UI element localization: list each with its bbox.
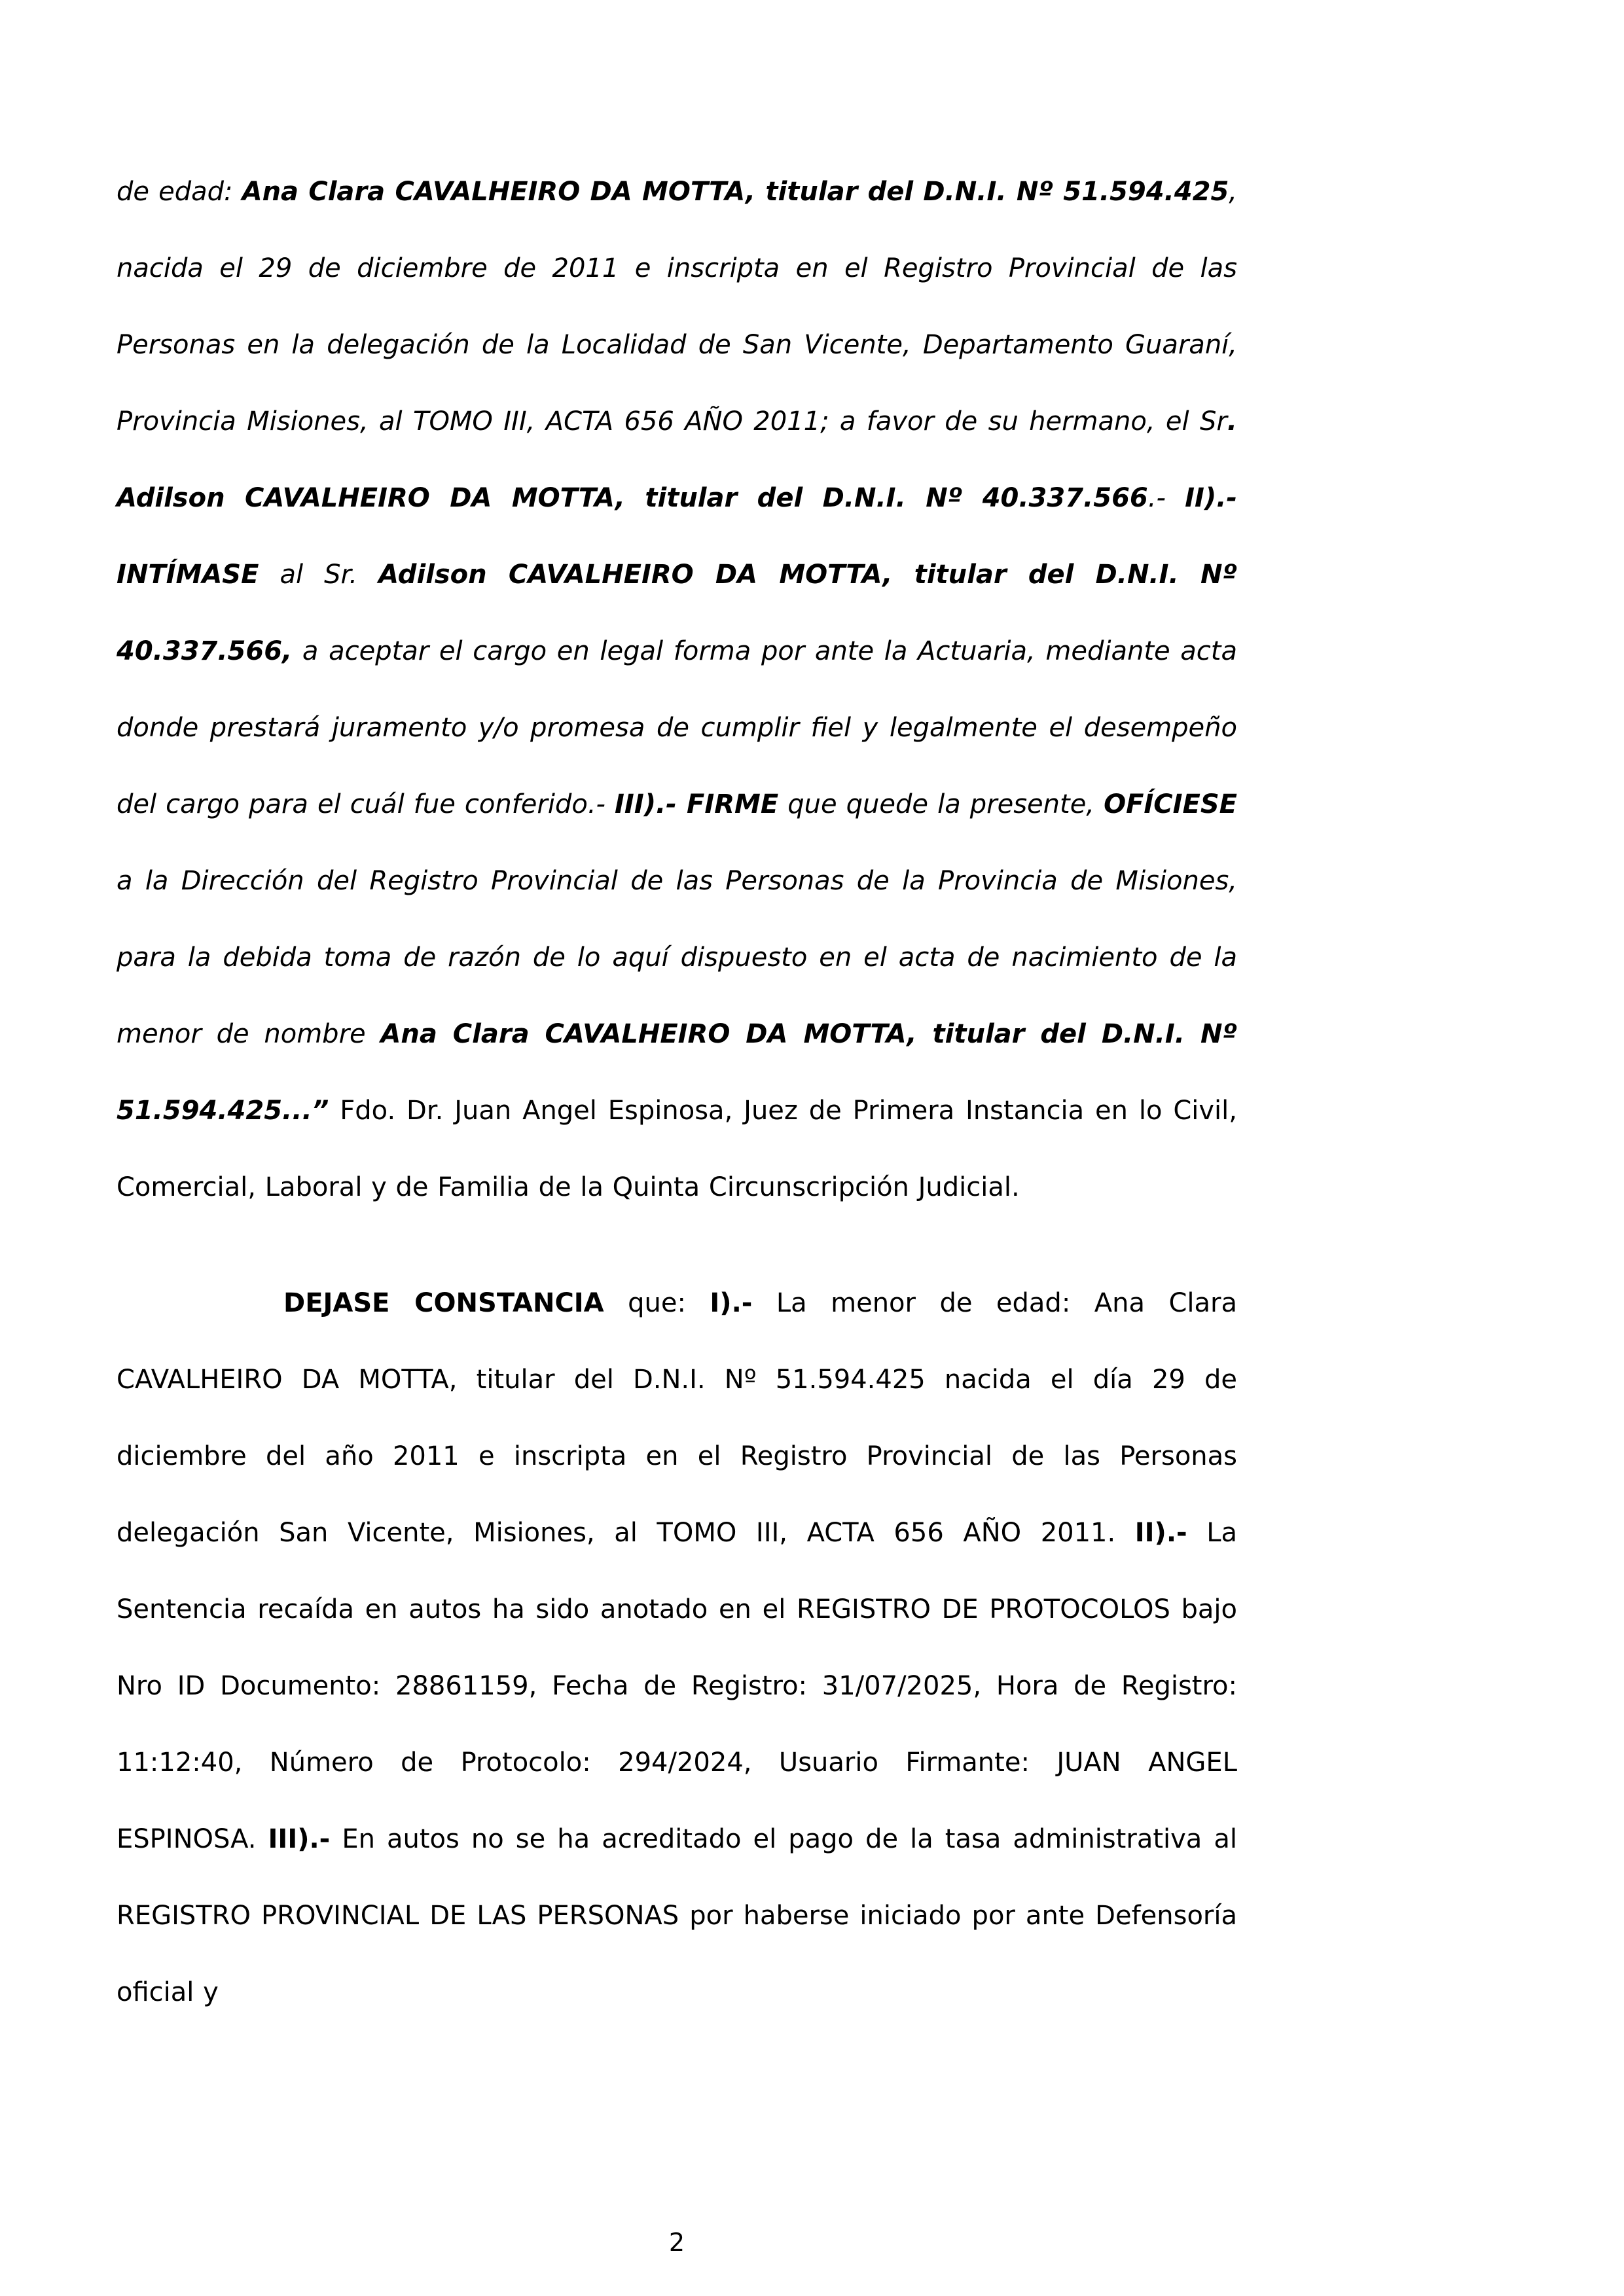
text-segment: En autos no se ha acreditado el pago de la tasa administrativa al REGISTRO PROVINCIAL DE LAS PERSONAS por haberse iniciado por ante Defensoría oficial y: [117, 1824, 1237, 2007]
text-segment: a aceptar el cargo en legal forma por ante la Actuaria, mediante acta donde prestará juramento y/o promesa de cumplir fiel y legalmente el desempeño del cargo para el cuál fue conferido.-: [117, 636, 1237, 819]
page-number: 2: [668, 2228, 685, 2257]
text-segment: a la Dirección del Registro Provincial de las Personas de la Provincia de Misiones, para la debida toma de razón de lo aquí dispuesto en el acta de nacimiento de la menor de nombre: [117, 866, 1237, 1049]
text-segment: II).-: [1134, 1518, 1187, 1548]
text-segment: Ana Clara CAVALHEIRO DA MOTTA, titular del D.N.I. Nº 51.594.425: [242, 177, 1229, 207]
text-segment: III).- FIRME: [615, 789, 779, 819]
text-segment: , nacida el 29 de diciembre de 2011 e inscripta en el Registro Provincial de las Personas en la delegación de la Localidad de San Vicente, Departamento Guaraní, Provincia Misiones, al TOMO III, ACTA 656 AÑO 2011; a favor de su hermano, el Sr: [117, 177, 1237, 437]
text-segment: II).- INTÍMASE: [117, 483, 1237, 590]
text-segment: Adilson CAVALHEIRO DA MOTTA, titular del D.N.I. Nº 40.337.566,: [117, 560, 1237, 666]
text-segment: DEJASE CONSTANCIA: [283, 1288, 604, 1318]
text-segment: OFÍCIESE: [1104, 789, 1237, 819]
text-segment: que:: [604, 1288, 710, 1318]
document-text-block: [117, 154, 1237, 2031]
text-segment: al Sr.: [259, 560, 379, 590]
text-segment: Ana Clara CAVALHEIRO DA MOTTA, titular del D.N.I. Nº 51.594.425...”: [117, 1019, 1237, 1126]
text-segment: III).-: [268, 1824, 331, 1854]
text-segment: .-: [1147, 483, 1185, 513]
paragraph-sentencia-transcripcion: [117, 154, 1237, 1226]
text-segment: Fdo. Dr. Juan Angel Espinosa, Juez de Primera Instancia en lo Civil, Comercial, Laboral y de Familia de la Quinta Circunscripción Judicial.: [117, 1096, 1237, 1202]
text-segment: que quede la presente,: [778, 789, 1104, 819]
text-segment: La Sentencia recaída en autos ha sido anotado en el REGISTRO DE PROTOCOLOS bajo Nro ID Documento: 28861159, Fecha de Registro: 31/07/2025, Hora de Registro: 11:12:40, Número de Protocolo: 294/2024, Usuario Firmante: JUAN ANGEL ESPINOSA.: [117, 1518, 1237, 1854]
paragraph-dejase-constancia: [117, 1265, 1237, 2031]
text-segment: I).-: [710, 1288, 753, 1318]
text-segment: La menor de edad: Ana Clara CAVALHEIRO DA MOTTA, titular del D.N.I. Nº 51.594.425 nacida el día 29 de diciembre del año 2011 e inscripta en el Registro Provincial de las Personas delegación San Vicente, Misiones, al TOMO III, ACTA 656 AÑO 2011.: [117, 1288, 1237, 1548]
text-segment: de edad:: [117, 177, 242, 207]
text-segment: . Adilson CAVALHEIRO DA MOTTA, titular del D.N.I. Nº 40.337.566: [117, 406, 1237, 513]
